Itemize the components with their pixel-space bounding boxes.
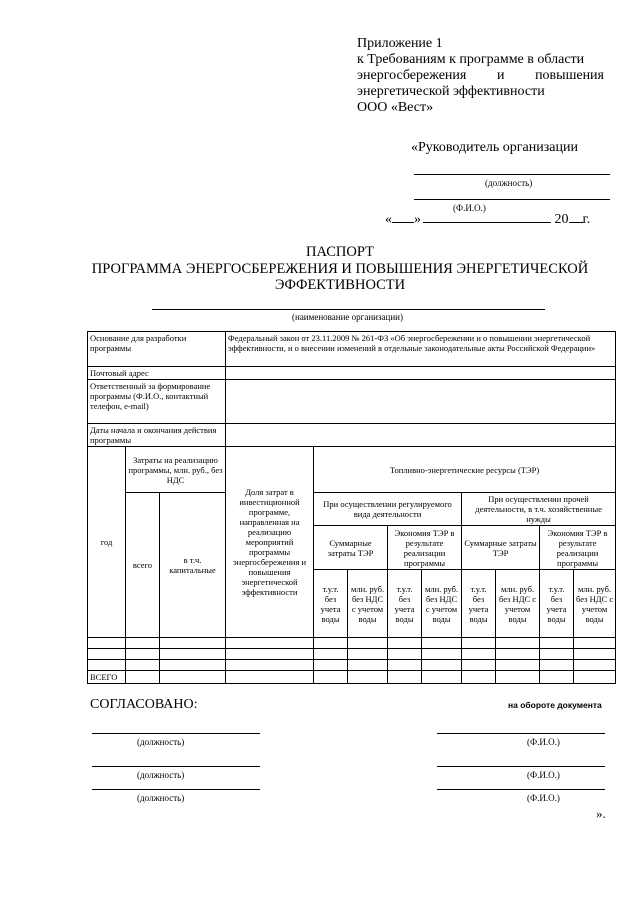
org-name-line (152, 309, 545, 310)
col-other: При осуществлении прочей деятельности, в т.ч. хозяйственные нужды (462, 493, 616, 526)
sign-line (92, 789, 260, 790)
closing-quote: ». (596, 806, 606, 821)
appendix-line: энергосбережения и повышения (357, 68, 604, 83)
col-mln: млн. руб. без НДС с учетом воды (574, 570, 616, 638)
fio-line (414, 199, 610, 200)
position-label: (должность) (485, 178, 533, 188)
col-tut: т.у.т. без учета воды (314, 570, 348, 638)
position-label: (должность) (137, 793, 185, 803)
table-row (88, 424, 616, 447)
position-line (414, 174, 610, 175)
col-tut: т.у.т. без учета воды (462, 570, 496, 638)
info-value (226, 367, 616, 380)
position-label: (должность) (137, 770, 185, 780)
table-row (88, 380, 616, 424)
info-label: Основание для разработки программы (88, 332, 226, 367)
fio-label: (Ф.И.О.) (527, 793, 560, 803)
passport-title: ПАСПОРТ (306, 244, 374, 260)
col-tut: т.у.т. без учета воды (388, 570, 422, 638)
appendix-line: к Требованиям к программе в области (357, 52, 585, 67)
col-economy: Экономия ТЭР в результате реализации программы (540, 526, 616, 570)
sign-line (92, 766, 260, 767)
col-tut: т.у.т. без учета воды (540, 570, 574, 638)
table-header-row (88, 447, 616, 493)
table-total-row (88, 671, 616, 684)
table-row (88, 367, 616, 380)
fio-label: (Ф.И.О.) (527, 770, 560, 780)
approver-head: «Руководитель организации (411, 140, 578, 155)
info-label: Почтовый адрес (88, 367, 226, 380)
col-year: год (88, 447, 126, 638)
col-fer: Топливно-энергетические ресурсы (ТЭР) (314, 447, 616, 493)
back-note: на обороте документа (508, 700, 602, 710)
col-sum-costs: Суммарные затраты ТЭР (314, 526, 388, 570)
appendix-title: Приложение 1 (357, 36, 443, 51)
org-name-label: (наименование организации) (292, 312, 403, 322)
col-mln: млн. руб. без НДС с учетом воды (348, 570, 388, 638)
col-share: Доля затрат в инвестиционной программе, направленная на реализацию мероприятий программы энергосбережения и повышения энергетической эффективности (226, 447, 314, 638)
col-capital: в т.ч. капитальные (160, 493, 226, 638)
sign-line (437, 733, 605, 734)
col-regulated: При осуществлении регулируемого вида деятельности (314, 493, 462, 526)
sign-line (437, 789, 605, 790)
info-value (226, 380, 616, 424)
col-mln: млн. руб. без НДС с учетом воды (496, 570, 540, 638)
total-label: ВСЕГО (88, 671, 126, 684)
col-total: всего (126, 493, 160, 638)
col-sum-costs: Суммарные затраты ТЭР (462, 526, 540, 570)
passport-table (87, 331, 616, 684)
position-label: (должность) (137, 737, 185, 747)
info-value: Федеральный закон от 23.11.2009 № 261-ФЗ «Об энергосбережении и о повышении энергетической эффективности, и о внесении изменений в отдельные законодательные акты Российской Федерации» (226, 332, 616, 367)
appendix-company: ООО «Вест» (357, 100, 434, 115)
col-economy: Экономия ТЭР в результате реализации программы (388, 526, 462, 570)
info-label: Ответственный за формирование программы (Ф.И.О., контактный телефон, e-mail) (88, 380, 226, 424)
appendix-line: энергетической эффективности (357, 84, 545, 99)
program-title: ПРОГРАММА ЭНЕРГОСБЕРЕЖЕНИЯ И ПОВЫШЕНИЯ ЭНЕРГЕТИЧЕСКОЙ (91, 261, 589, 277)
table-row (88, 638, 616, 649)
sign-line (92, 733, 260, 734)
sign-line (437, 766, 605, 767)
appendix-block (357, 36, 604, 116)
agreed-title: СОГЛАСОВАНО: (90, 697, 198, 712)
col-costs: Затраты на реализацию программы, млн. руб., без НДС (126, 447, 226, 493)
table-row (88, 332, 616, 367)
program-title-cont: ЭФФЕКТИВНОСТИ (274, 277, 406, 293)
fio-label: (Ф.И.О.) (527, 737, 560, 747)
info-value (226, 424, 616, 447)
info-label: Даты начала и окончания действия программы (88, 424, 226, 447)
table-row (88, 649, 616, 660)
approval-date: « » 20 г. (385, 212, 591, 227)
table-header-row (88, 493, 616, 526)
fio-label: (Ф.И.О.) (453, 203, 486, 213)
table-row (88, 660, 616, 671)
col-mln: млн. руб. без НДС с учетом воды (422, 570, 462, 638)
